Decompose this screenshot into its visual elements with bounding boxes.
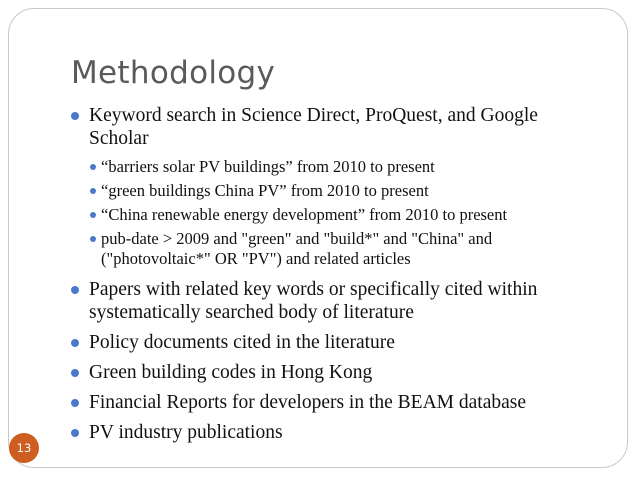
bullet-text: PV industry publications	[89, 422, 283, 443]
sub-bullet-text: “China renewable energy development” from 2010 to present	[101, 205, 508, 224]
sub-bullet-text: “barriers solar PV buildings” from 2010 to present	[101, 157, 435, 176]
bullet-item-building-codes	[70, 361, 590, 384]
sub-bullet-dot-icon	[90, 164, 96, 170]
bullet-item-pv-publications	[70, 421, 590, 444]
bullet-dot-icon	[71, 339, 79, 347]
sub-bullet-text: “green buildings China PV” from 2010 to present	[101, 181, 429, 200]
bullet-item-related-papers	[70, 278, 590, 324]
sub-bullet-item	[89, 157, 590, 177]
sub-bullet-dot-icon	[90, 212, 96, 218]
bullet-dot-icon	[71, 112, 79, 120]
sub-bullet-text: pub-date > 2009 and "green" and "build*" and "China" and ("photovoltaic*" OR "PV") and related articles	[101, 229, 493, 268]
bullet-dot-icon	[71, 369, 79, 377]
sub-bullet-item	[89, 205, 590, 225]
sub-bullet-dot-icon	[90, 188, 96, 194]
bullet-item-keyword-search	[70, 104, 590, 150]
bullet-dot-icon	[71, 429, 79, 437]
slide-number-badge: 13	[9, 433, 39, 463]
bullet-item-policy-documents	[70, 331, 590, 354]
sub-bullet-item	[89, 181, 590, 201]
sub-bullet-item	[89, 229, 590, 269]
bullet-text: Policy documents cited in the literature	[89, 332, 395, 353]
sub-bullet-dot-icon	[90, 236, 96, 242]
bullet-text: Papers with related key words or specifically cited within systematically searched body of literature	[89, 279, 538, 323]
bullet-text: Keyword search in Science Direct, ProQuest, and Google Scholar	[89, 105, 538, 149]
bullet-dot-icon	[71, 399, 79, 407]
bullet-text: Green building codes in Hong Kong	[89, 362, 373, 383]
bullet-dot-icon	[71, 286, 79, 294]
bullet-list	[70, 104, 590, 451]
bullet-text: Financial Reports for developers in the BEAM database	[89, 392, 527, 413]
slide-title: Methodology	[71, 55, 276, 91]
bullet-item-financial-reports	[70, 391, 590, 414]
sub-bullet-list	[70, 157, 590, 269]
